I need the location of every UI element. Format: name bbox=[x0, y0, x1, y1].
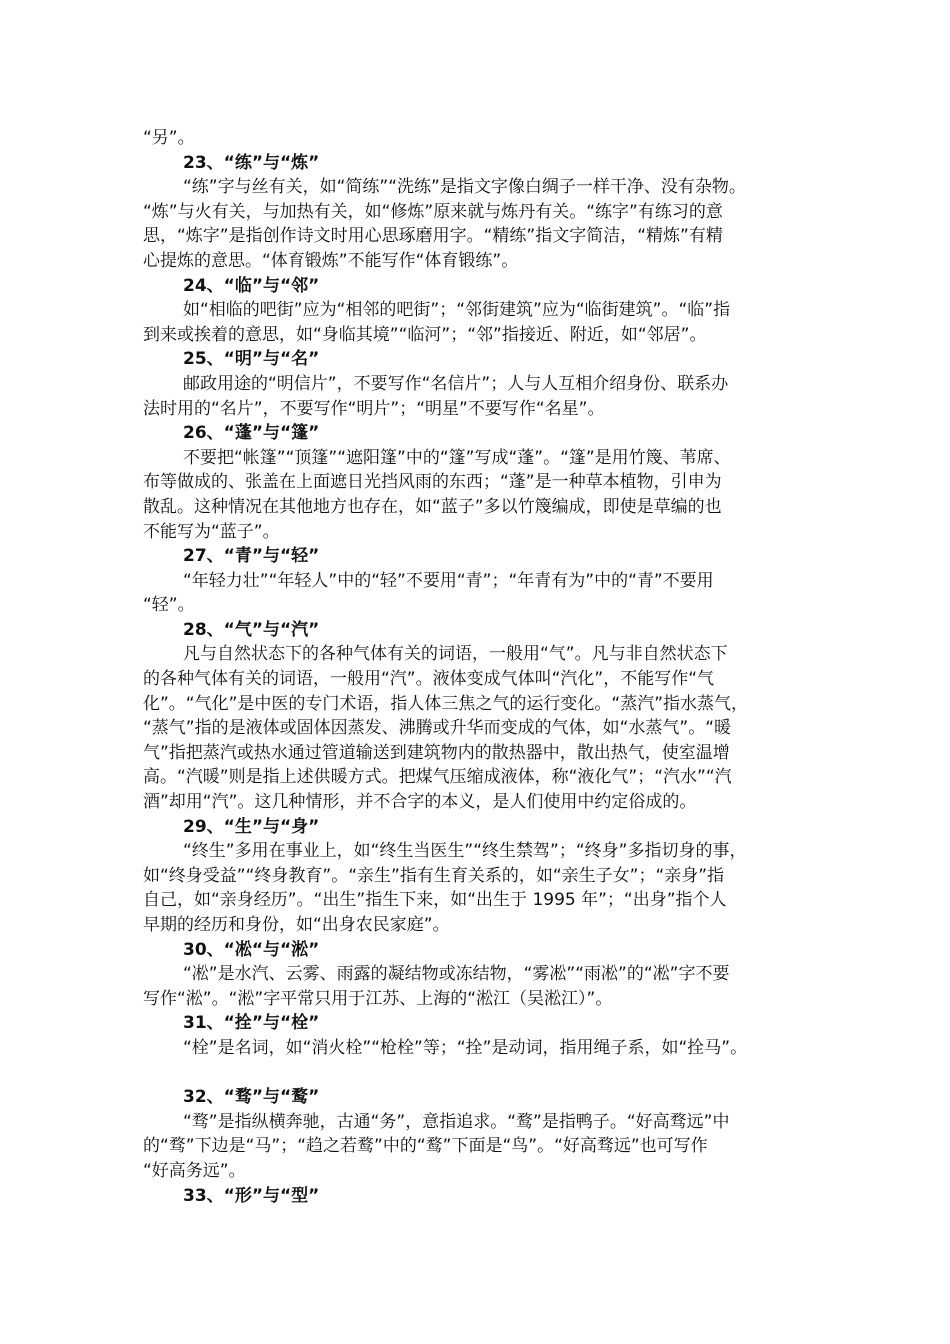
paragraph-line: “栓”是名词，如“消火栓”“枪栓”等；“拴”是动词，指用绳子系，如“拴马”。 bbox=[183, 1037, 748, 1058]
paragraph-line: 到来或挨着的意思，如“身临其境”“临河”；“邻”指接近、附近，如“邻居”。 bbox=[143, 324, 707, 345]
section-heading-33: 33、“形”与“型” bbox=[183, 1185, 320, 1206]
paragraph-line: “好高务远”。 bbox=[143, 1160, 246, 1181]
paragraph-line: 思，“炼字”是指创作诗文时用心思琢磨用字。“精练”指文字简洁，“精炼”有精 bbox=[143, 226, 723, 247]
paragraph-line: 的各种气体有关的词语，一般用“汽”。液体变成气体叫“汽化”，不能写作“气 bbox=[143, 669, 715, 690]
paragraph-line: 的“骛”下边是“马”；“趋之若鹜”中的“鹜”下面是“鸟”。“好高骛远”也可写作 bbox=[143, 1136, 708, 1157]
blank-line bbox=[143, 1061, 827, 1086]
section-heading-25: 25、“明”与“名” bbox=[183, 349, 320, 370]
paragraph-line: 早期的经历和身份，如“出身农民家庭”。 bbox=[143, 915, 450, 935]
section-heading-23: 23、“练”与“炼” bbox=[183, 152, 320, 173]
paragraph-line: “轻”。 bbox=[143, 595, 195, 616]
paragraph-line: 酒”却用“汽”。这几种情形，并不合字的本义，是人们使用中约定俗成的。 bbox=[143, 792, 697, 813]
section-heading-31: 31、“拴”与“栓” bbox=[183, 1013, 320, 1034]
section-heading-27: 27、“青”与“轻” bbox=[183, 546, 320, 567]
paragraph-line: 心提炼的意思。“体育锻炼”不能写作“体育锻练”。 bbox=[143, 250, 519, 271]
paragraph-line: “练”字与丝有关，如“简练”“洗练”是指文字像白绸子一样干净、没有杂物。 bbox=[183, 177, 746, 198]
paragraph-line: 不能写为“蓝子”。 bbox=[143, 521, 280, 542]
paragraph-line: 如“相临的吧街”应为“相邻的吧街”；“邻街建筑”应为“临街建筑”。“临”指 bbox=[183, 300, 731, 321]
section-heading-32: 32、“骛”与“鹜” bbox=[183, 1087, 320, 1108]
paragraph-line: 高。“汽暖”则是指上述供暖方式。把煤气压缩成液体，称“液化气”；“汽水”“汽 bbox=[143, 767, 732, 788]
paragraph-line: 写作“淞”。“淞”字平常只用于江苏、上海的“淞江（吴淞江）”。 bbox=[143, 988, 613, 1009]
paragraph-line: 如“终身受益”“终身教育”。“亲生”指有生育关系的，如“亲生子女”；“亲身”指 bbox=[143, 865, 725, 886]
section-heading-30: 30、“凇“与“淞” bbox=[183, 939, 320, 960]
paragraph-line: 布等做成的、张盖在上面遮日光挡风雨的东西；“蓬”是一种草本植物，引申为 bbox=[143, 472, 722, 493]
paragraph-line: “年轻力壮”“年轻人”中的“轻”不要用“青”；“年青有为”中的“青”不要用 bbox=[183, 570, 714, 591]
section-heading-24: 24、“临”与“邻” bbox=[183, 275, 320, 296]
paragraph-line: 气”指把蒸汽或热水通过管道输送到建筑物内的散热器中，散出热气，使室温增 bbox=[143, 742, 730, 763]
section-heading-26: 26、“蓬”与“篷” bbox=[183, 423, 320, 444]
paragraph-line: 不要把“帐篷”“顶篷”“遮阳篷”中的“篷”写成“蓬”。“篷”是用竹篾、苇席、 bbox=[183, 447, 731, 468]
paragraph-line: “骛”是指纵横奔驰，古通“务”，意指追求。“鹜”是指鸭子。“好高骛远”中 bbox=[183, 1111, 730, 1132]
document-page bbox=[143, 126, 827, 1208]
paragraph-line: 法时用的“名片”，不要写作“明片”；“明星”不要写作“名星”。 bbox=[143, 398, 605, 419]
paragraph-line: “蒸气”指的是液体或固体因蒸发、沸腾或升华而变成的气体，如“水蒸气”。“暖 bbox=[143, 718, 732, 739]
paragraph-line: 凡与自然状态下的各种气体有关的词语，一般用“气”。凡与非自然状态下 bbox=[183, 644, 728, 665]
paragraph-line: 自己，如“亲身经历”。“出生”指生下来，如“出生于 1995 年”；“出身”指个人 bbox=[143, 890, 727, 911]
top-fragment: “另”。 bbox=[143, 128, 195, 148]
section-heading-28: 28、“气”与“汽” bbox=[183, 619, 320, 640]
paragraph-line: 散乱。这种情况在其他地方也存在，如“蓝子”多以竹篾编成，即使是草编的也 bbox=[143, 496, 722, 517]
paragraph-line: “终生”多用在事业上，如“终生当医生”“终生禁驾”；“终身”多指切身的事， bbox=[183, 841, 747, 862]
paragraph-line: “炼”与火有关，与加热有关，如“修炼”原来就与炼丹有关。“练字”有练习的意 bbox=[143, 201, 723, 222]
paragraph-line: “凇”是水汽、云雾、雨露的凝结物或冻结物，“雾凇”“雨凇”的“凇”字不要 bbox=[183, 964, 730, 985]
paragraph-line: 邮政用途的“明信片”，不要写作“名信片”；人与人互相介绍身份、联系办 bbox=[183, 373, 729, 394]
paragraph-line: 化”。“气化”是中医的专门术语，指人体三焦之气的运行变化。“蒸汽”指水蒸气， bbox=[143, 693, 749, 714]
section-heading-29: 29、“生”与“身” bbox=[183, 816, 320, 837]
